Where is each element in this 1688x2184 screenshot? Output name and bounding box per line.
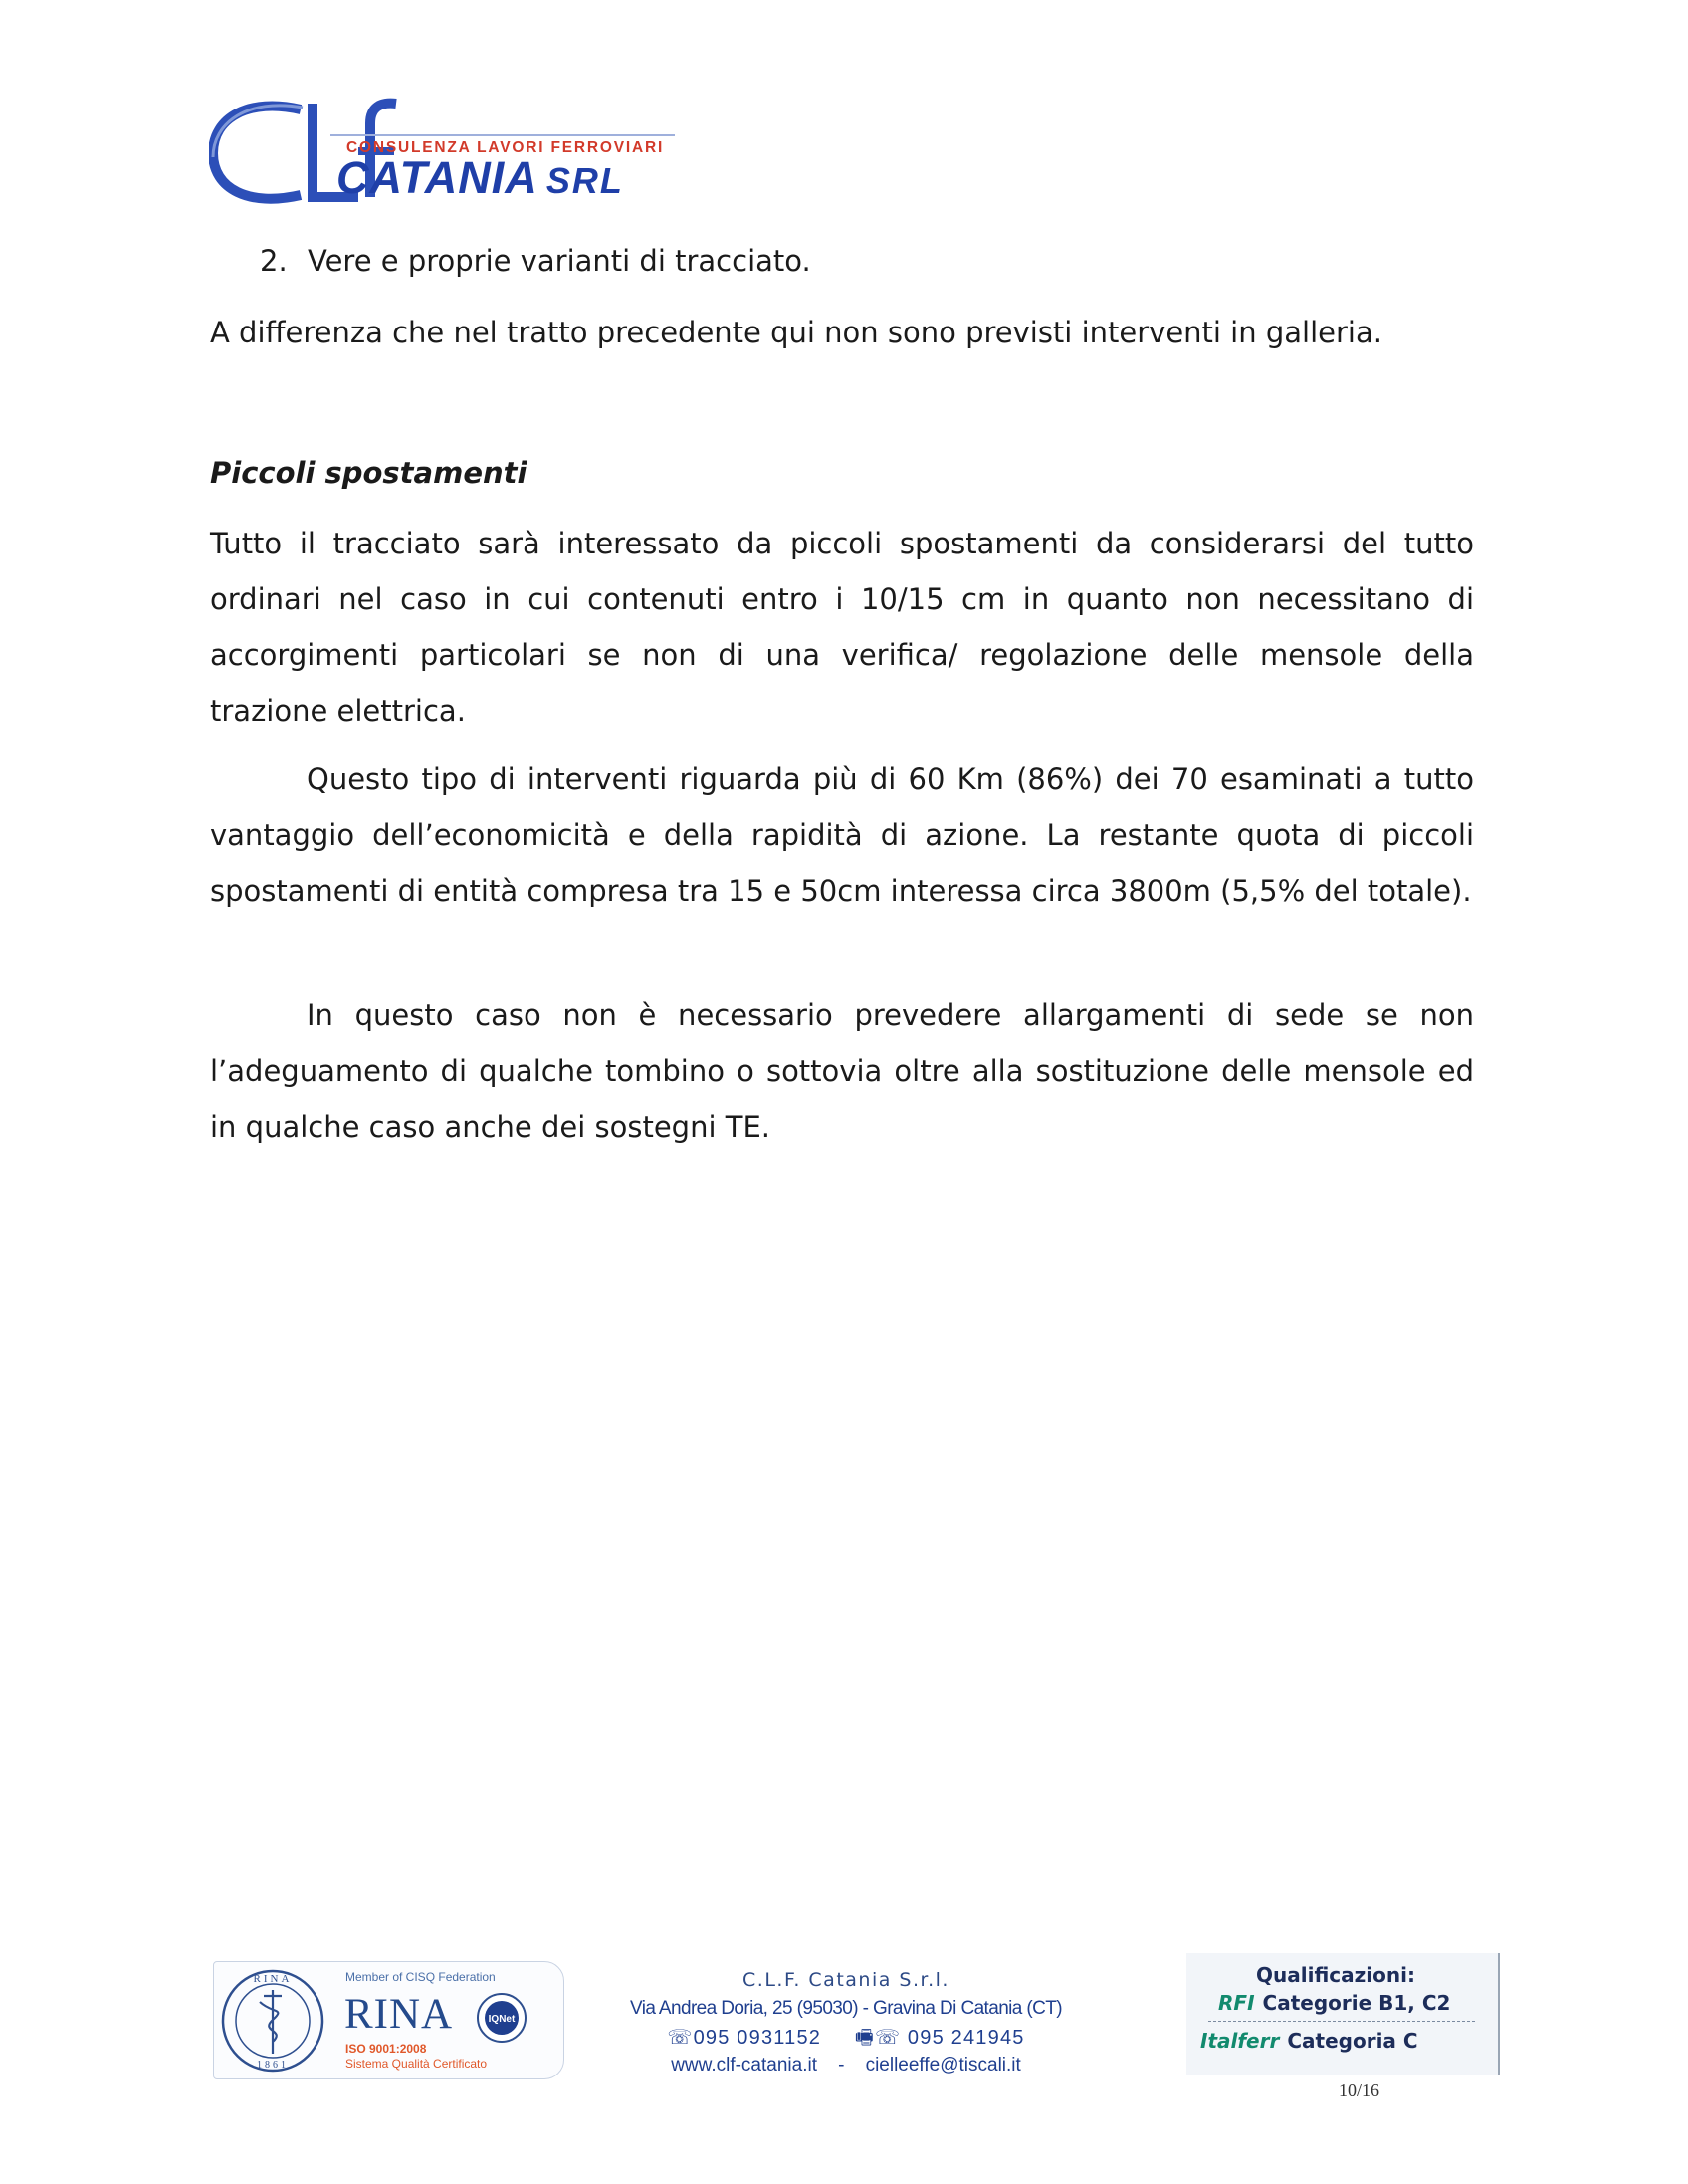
italferr-category: Categoria C — [1287, 2029, 1418, 2053]
iqnet-logo-icon — [476, 1992, 528, 2044]
logo-company-name — [336, 152, 624, 204]
contact-website-link[interactable]: www.clf-catania.it — [671, 2055, 817, 2075]
contact-web-email — [557, 2052, 1135, 2079]
rina-name: RINA — [344, 1991, 454, 2038]
qualifications-box — [1186, 1953, 1500, 2075]
list-item-text: Vere e proprie varianti di tracciato. — [308, 244, 811, 278]
logo-tagline: CONSULENZA LAVORI FERROVIARI — [346, 139, 665, 156]
logo-company: CATANIA — [336, 152, 538, 203]
contact-company-name: C.L.F. Catania S.r.l. — [742, 1969, 950, 1991]
company-logo — [209, 96, 677, 205]
svg-text:RINA: RINA — [253, 1973, 293, 1985]
italferr-label: Italferr — [1200, 2029, 1280, 2053]
paragraph-2: Questo tipo di interventi riguarda più di 60 Km (86%) dei 70 esaminati a tutto vantaggio dell’economicità e della rapidità di azione. La restante quota di piccoli spostamenti di entità compresa tra 15 e 50cm interessa circa 3800m (5,5% del totale). — [210, 763, 1474, 908]
contact-email-link[interactable]: cielleeffe@tiscali.it — [865, 2055, 1021, 2075]
rfi-label: RFI — [1218, 1991, 1255, 2015]
rina-certification-badge — [213, 1961, 564, 2079]
qualifications-title: Qualificazioni: — [1256, 1963, 1415, 1987]
rfi-categories: Categorie B1, C2 — [1262, 1991, 1451, 2015]
rina-member-text: Member of CISQ Federation — [345, 1970, 496, 1984]
rina-seal-icon — [220, 1968, 325, 2074]
rina-iso: ISO 9001:2008 — [345, 2042, 427, 2056]
company-contact-block — [557, 1966, 1135, 2079]
contact-fax: 🖷☏ 095 241945 — [854, 2027, 1025, 2049]
list-item-number: 2. — [260, 244, 288, 278]
paragraph-3: In questo caso non è necessario prevedere allargamenti di sede se non l’adeguamento di qualche tombino o sottovia oltre alla sostituzione delle mensole ed in qualche caso anche dei sostegni TE. — [210, 998, 1474, 1144]
paragraph-1: Tutto il tracciato sarà interessato da piccoli spostamenti da considerarsi del tutto ordinari nel caso in cui contenuti entro i 10/15 cm in quanto non necessitano di accorgimenti particolari se non di una verifica/ regolazione delle mensole della trazione elettrica. — [210, 527, 1474, 728]
qualification-rfi — [1218, 1991, 1450, 2015]
qualifications-divider — [1208, 2021, 1475, 2022]
contact-address: Via Andrea Doria, 25 (95030) - Gravina Di Catania (CT) — [629, 1998, 1063, 2019]
contact-phone: ☏095 0931152 — [667, 2027, 822, 2049]
intro-paragraph: A differenza che nel tratto precedente qui non sono previsti interventi in galleria. — [210, 316, 1382, 349]
iqnet-label: IQNet — [488, 2014, 516, 2025]
logo-suffix: SRL — [545, 160, 624, 201]
contact-separator: - — [838, 2055, 845, 2075]
page-number: 10/16 — [1339, 2080, 1380, 2100]
list-item-2 — [260, 233, 811, 289]
rina-system: Sistema Qualità Certificato — [345, 2057, 488, 2071]
section-heading: Piccoli spostamenti — [210, 456, 528, 490]
qualification-italferr — [1200, 2029, 1418, 2053]
rina-seal-year: 1861 — [257, 2060, 289, 2071]
contact-phones — [557, 2024, 1135, 2052]
